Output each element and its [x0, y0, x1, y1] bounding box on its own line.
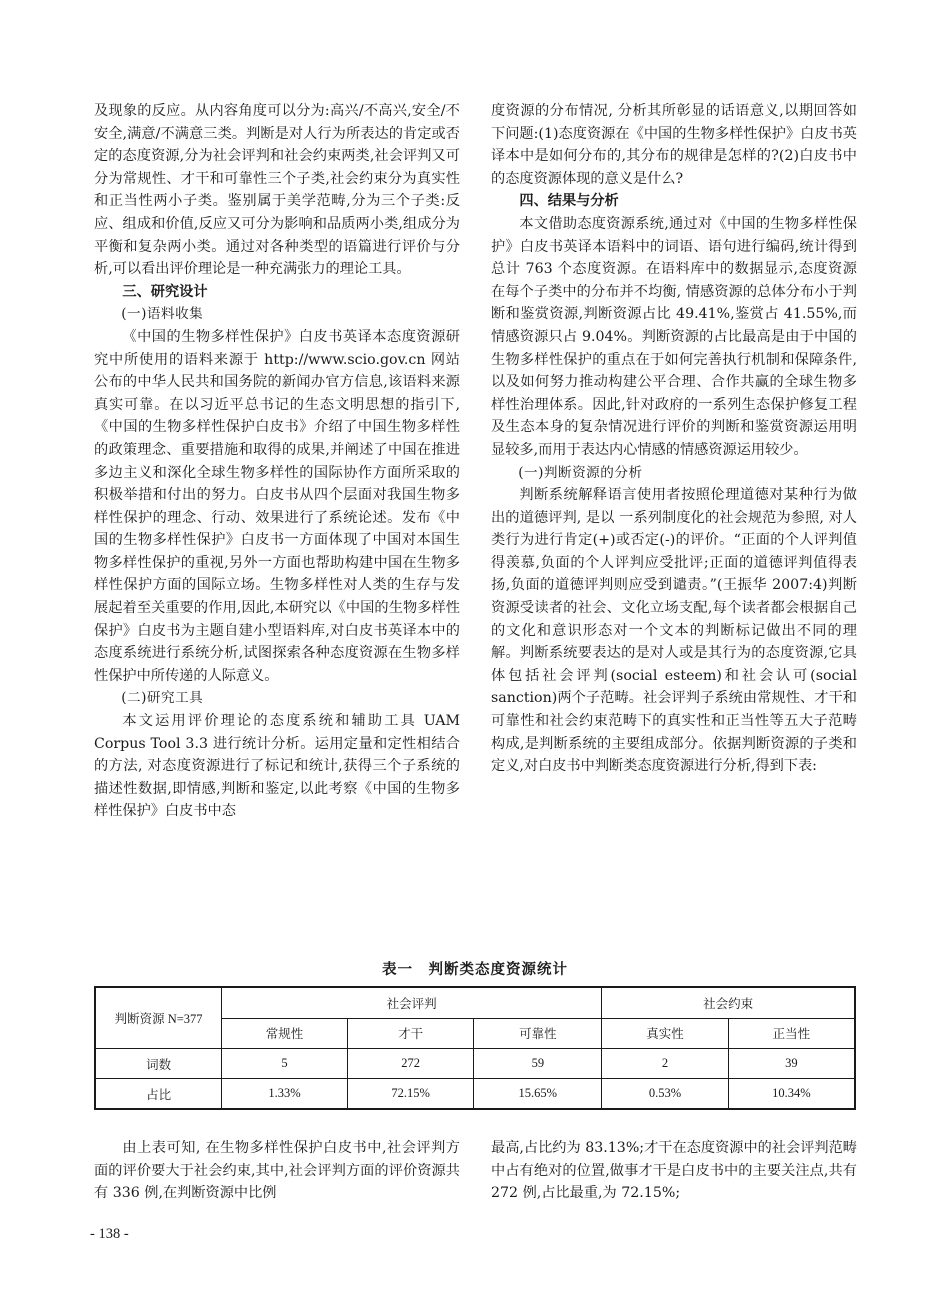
table-cell: 272 — [347, 1049, 474, 1079]
table-cell: 0.53% — [602, 1079, 729, 1110]
table-caption: 表一 判断类态度资源统计 — [382, 962, 568, 978]
paragraph: 《中国的生物多样性保护》白皮书英译本态度资源研究中所使用的语料来源于 http://www.scio.gov.cn 网站公布的中华人民共和国务院的新闻办官方信息,该语料来源真实可靠。在以习近平总书记的生态文明思想的指引下,《中国的生物多样性保护白皮书》介绍了中国生物多样性的政策理念、重要措施和取得的成果,并阐述了中国在推进多边主义和深化全球生物多样性的国际协作方面所采取的积极举措和付出的努力。白皮书从四个层面对我国生物多样性保护的理念、行动、效果进行了系统论述。发布《中国的生物多样性保护》白皮书一方面体现了中国对本国生物多样性保护的重视,另外一方面也帮助构建中国在生物多样性保护方面的国际立场。生物多样性对人类的生存与发展起着至关重要的作用,因此,本研究以《中国的生物多样性保护》白皮书为主题自建小型语料库,对白皮书英译本中的态度系统进行系统分析,试图探索各种态度资源在生物多样性保护中所传递的人际意义。 — [94, 328, 460, 684]
paragraph: 本文运用评价理论的态度系统和辅助工具 UAM Corpus Tool 3.3 进行统计分析。运用定量和定性相结合的方法, 对态度资源进行了标记和统计,获得三个子系统的描述性数据,即情感,判断和鉴定,以此考察《中国的生物多样性保护》白皮书中态 — [94, 713, 460, 820]
table-cell: 39 — [728, 1049, 855, 1079]
paragraph: 度资源的分布情况, 分析其所彰显的话语意义,以期回答如下问题:(1)态度资源在《中国的生物多样性保护》白皮书英译本中是如何分布的,其分布的规律是怎样的?(2)白皮书中的态度资源体现的意义是什么? — [491, 103, 857, 187]
table-cell: 2 — [602, 1049, 729, 1079]
table-column-header: 才干 — [347, 1018, 474, 1049]
table-cell: 5 — [222, 1049, 348, 1079]
table-cell: 1.33% — [222, 1079, 348, 1110]
section-heading: 四、结果与分析 — [519, 193, 619, 210]
paragraph: 本文借助态度资源系统,通过对《中国的生物多样性保护》白皮书英译本语料中的词语、语句进行编码,统计得到总计 763 个态度资源。在语料库中的数据显示,态度资源在每个子类中的分布并不均衡, 情感资源的总体分布小于判断和鉴赏资源,判断资源占比 49.41%,鉴赏占 41.55%,而情感资源只占 9.04%。判断资源的占比最高是由于中国的生物多样性保护的重点在于如何完善执行机制和保障条件,以及如何努力推动构建公平合理、合作共赢的全球生物多样性治理体系。因此,针对政府的一系列生态保护修复工程及生态本身的复杂情况进行评价的判断和鉴赏资源运用明显较多,而用于表达内心情感的情感资源运用较少。 — [491, 215, 857, 458]
bottom-left-column — [94, 1137, 460, 1205]
table-column-header: 常规性 — [222, 1018, 348, 1049]
table-cell: 72.15% — [347, 1079, 474, 1110]
right-column — [491, 100, 857, 778]
table-row-label: 占比 — [95, 1079, 222, 1110]
page-number: - 138 - — [90, 1226, 129, 1242]
section-heading: 三、研究设计 — [122, 283, 208, 300]
paragraph: 由上表可知, 在生物多样性保护白皮书中,社会评判方面的评价要大于社会约束,其中,社会评判方面的评价资源共有 336 例,在判断资源中比例 — [94, 1140, 460, 1202]
table-cell: 15.65% — [474, 1079, 602, 1110]
bottom-right-column — [491, 1137, 857, 1205]
table-column-header: 真实性 — [602, 1018, 729, 1049]
paragraph: 最高,占比约为 83.13%;才干在态度资源中的社会评判范畴中占有绝对的位置,做事才干是白皮书中的主要关注点,共有 272 例,占比最重,为 72.15%; — [491, 1140, 857, 1202]
subsection-heading: (二)研究工具 — [121, 690, 204, 707]
table-row — [95, 1079, 855, 1110]
table-row-label: 词数 — [95, 1049, 222, 1079]
judgment-stats-table — [94, 986, 856, 1110]
table-column-header: 正当性 — [728, 1018, 855, 1049]
paragraph: 及现象的反应。从内容角度可以分为:高兴/不高兴,安全/不安全,满意/不满意三类。判断是对人行为所表达的肯定或否定的态度资源,分为社会评判和社会约束两类,社会评判又可分为常规性、才干和可靠性三个子类,社会约束分为真实性和正当性两小子类。鉴别属于美学范畴,分为三个子类:反应、组成和价值,反应又可分为影响和品质两小类,组成分为平衡和复杂两小类。通过对各种类型的语篇进行评价与分析,可以看出评价理论是一种充满张力的理论工具。 — [94, 103, 460, 278]
table-column-header: 可靠性 — [474, 1018, 602, 1049]
table-group-header: 社会评判 — [222, 987, 602, 1018]
table-row — [95, 1049, 855, 1079]
left-column — [94, 100, 460, 823]
subsection-heading: (一)语料收集 — [121, 306, 204, 323]
table-group-header: 社会约束 — [602, 987, 855, 1018]
table-cell: 10.34% — [728, 1079, 855, 1110]
table-cell: 59 — [474, 1049, 602, 1079]
table-corner-cell: 判断资源 N=377 — [95, 987, 222, 1049]
paragraph: 判断系统解释语言使用者按照伦理道德对某种行为做出的道德评判, 是以 一系列制度化的社会规范为参照, 对人类行为进行肯定(+)或否定(-)的评价。“正面的个人评判值得羡慕,负面的个人评判应受批评;正面的道德评判值得表扬,负面的道德评判则应受到谴责。”(王振华 2007:4)判断资源受读者的社会、文化立场支配,每个读者都会根据自己的文化和意识形态对一个文本的判断标记做出不同的理解。判断系统要表达的是对人或是其行为的态度资源,它具体包括社会评判(social esteem)和社会认可(social sanction)两个子范畴。社会评判子系统由常规性、才干和可靠性和社会约束范畴下的真实性和正当性等五大子范畴构成,是判断系统的主要组成部分。依据判断资源的子类和定义,对白皮书中判断类态度资源进行分析,得到下表: — [491, 487, 857, 775]
subsection-heading: (一)判断资源的分析 — [518, 464, 643, 481]
